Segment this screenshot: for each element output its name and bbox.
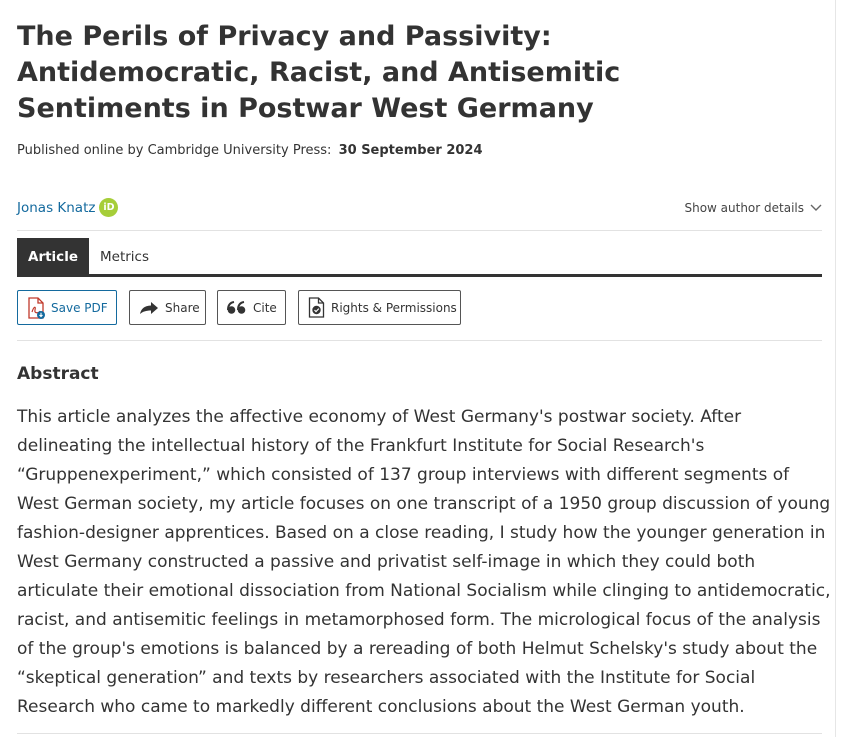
tab-underline [17,274,822,277]
cite-label: Cite [253,300,277,315]
show-author-details-label: Show author details [684,201,804,215]
quote-icon [227,301,247,315]
share-button[interactable] [129,290,206,325]
cite-button[interactable] [217,290,286,325]
share-arrow-icon [139,301,159,315]
abstract-text: This article analyzes the affective economy of West Germany's postwar society. After delineating the intellectual history of the Frankfurt Institute for Social Research's “Gruppenexperiment,” which consisted of 137 group interviews with different segments of West German society, my article focuses on one transcript of a 1950 group discussion of young fashion-designer apprentices. Based on a close reading, I study how the younger generation in West Germany constructed a passive and privatist self-image in which they could both articulate their emotional dissociation from National Socialism while clinging to antidemocratic, racist, and antisemitic feelings in metamorphosed form. The micrological focus of the analysis of the group's emotions is balanced by a rereading of both Helmut Schelsky's study about the “skeptical generation” and texts by researchers associated with the Institute for Social Research who came to markedly different conclusions about the West German youth. [17,407,831,717]
orcid-icon[interactable]: iD [99,198,118,217]
abstract-bottom-divider [17,733,822,734]
abstract-heading: Abstract [17,364,99,384]
published-prefix: Published online by Cambridge University Press: [17,143,332,158]
save-pdf-button[interactable] [17,290,117,325]
published-line [17,143,483,158]
show-author-details-toggle[interactable] [684,201,822,215]
chevron-down-icon [810,204,822,212]
header-divider [17,230,822,231]
page-right-border [835,0,836,737]
pdf-file-icon [27,297,45,319]
article-tabs [17,238,160,275]
rights-permissions-label: Rights & Permissions [331,300,457,315]
author-line [17,198,118,217]
save-pdf-label: Save PDF [51,300,108,315]
share-label: Share [165,300,200,315]
document-check-icon [308,297,325,318]
toolbar-divider [17,340,822,341]
rights-permissions-button[interactable] [298,290,461,325]
author-name-link[interactable]: Jonas Knatz [17,199,96,216]
tab-article[interactable]: Article [17,238,89,275]
published-date: 30 September 2024 [338,143,483,158]
tab-metrics[interactable]: Metrics [99,248,149,265]
article-title: The Perils of Privacy and Passivity: Antidemocratic, Racist, and Antisemitic Sentiments in Postwar West Germany [17,21,621,124]
